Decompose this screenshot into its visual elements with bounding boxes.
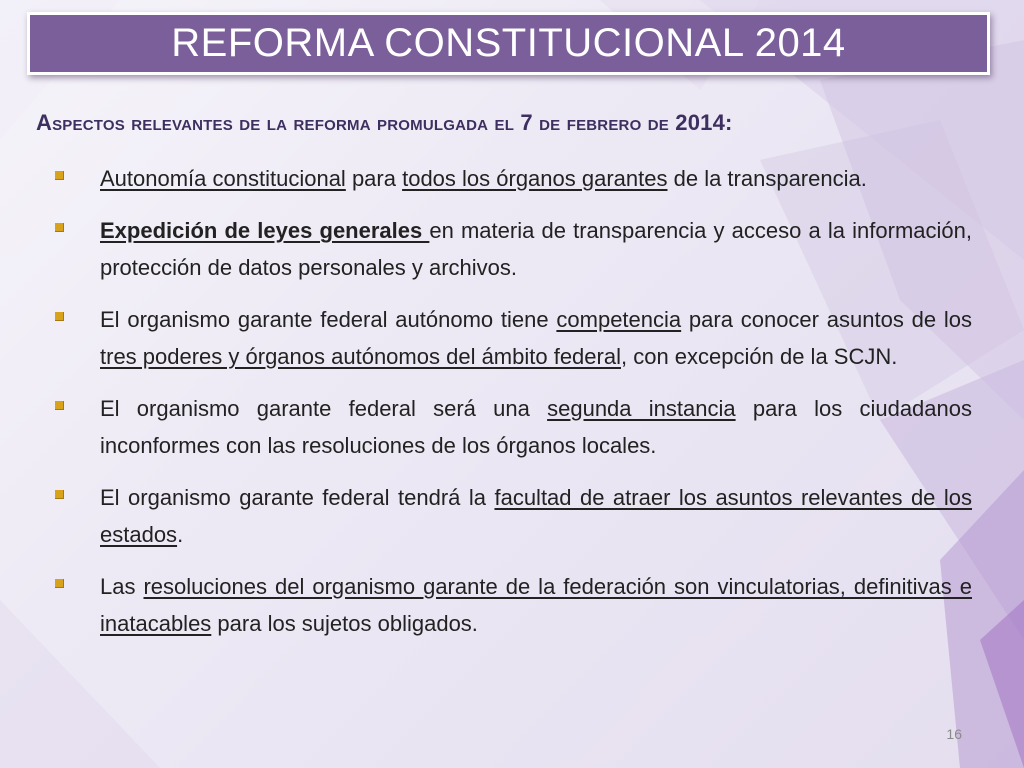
slide-title: REFORMA CONSTITUCIONAL 2014 (171, 21, 846, 65)
title-banner (27, 12, 990, 75)
bullet-item-5 (50, 479, 972, 553)
bullet-text: Autonomía constitucional para todos los órganos garantes de la transparencia. (100, 166, 867, 191)
page-number: 16 (946, 726, 962, 742)
bullet-square-icon (55, 490, 64, 499)
bullet-square-icon (55, 401, 64, 410)
bullet-item-4 (50, 390, 972, 464)
slide-subtitle: Aspectos relevantes de la reforma promulgada el 7 de febrero de 2014: (36, 110, 733, 135)
bullet-item-1 (50, 160, 972, 197)
bullet-item-2 (50, 212, 972, 286)
bullet-square-icon (55, 223, 64, 232)
bullet-text: El organismo garante federal autónomo tiene competencia para conocer asuntos de los tres poderes y órganos autónomos del ámbito federal, con excepción de la SCJN. (100, 307, 972, 369)
bullet-list (50, 160, 972, 657)
bullet-square-icon (55, 312, 64, 321)
bullet-item-3 (50, 301, 972, 375)
bullet-text: Las resoluciones del organismo garante de la federación son vinculatorias, definitivas e inatacables para los sujetos obligados. (100, 574, 972, 636)
bullet-square-icon (55, 579, 64, 588)
bullet-item-6 (50, 568, 972, 642)
bullet-text: El organismo garante federal será una segunda instancia para los ciudadanos inconformes con las resoluciones de los órganos locales. (100, 396, 973, 458)
bullet-square-icon (55, 171, 64, 180)
bullet-text: Expedición de leyes generales en materia de transparencia y acceso a la información, protección de datos personales y archivos. (100, 218, 972, 280)
bullet-text: El organismo garante federal tendrá la facultad de atraer los asuntos relevantes de los estados. (100, 485, 972, 547)
